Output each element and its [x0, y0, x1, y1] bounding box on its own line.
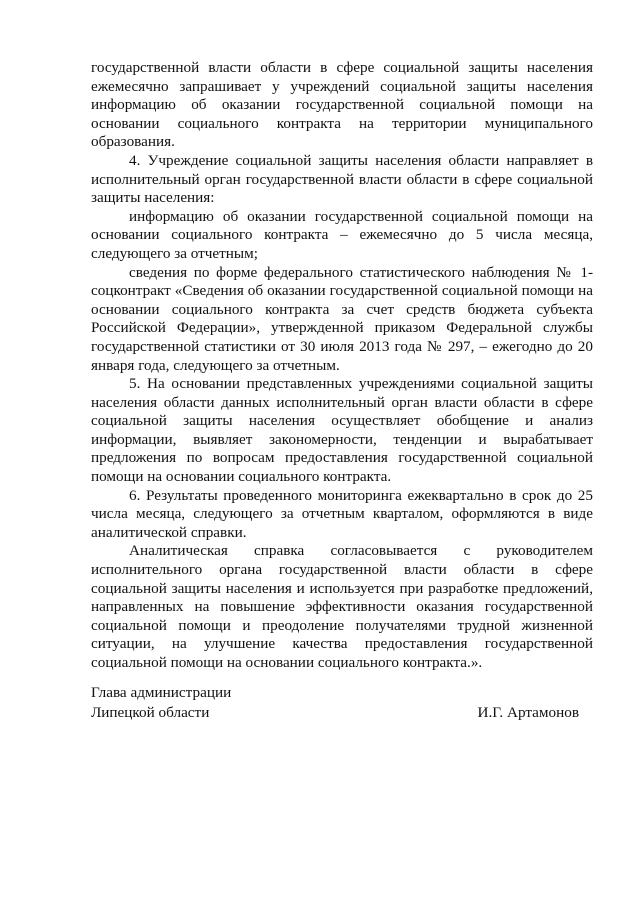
paragraph-monthly-info: информацию об оказании государственной социальной помощи на основании социального контракта – ежемесячно до 5 числа месяца, следующего за отчетным; [91, 207, 593, 262]
paragraph-item-6: 6. Результаты проведенного мониторинга ежеквартально в срок до 25 числа месяца, следующего за отчетным кварталом, оформляются в виде аналитической справки. [91, 486, 593, 541]
paragraph-item-5: 5. На основании представленных учреждениями социальной защиты населения области данных исполнительный орган власти области в сфере социальной защиты населения осуществляет обобщение и анализ информации, выявляет закономерности, тенденции и вырабатывает предложения по вопросам предоставления государственной социальной помощи на основании социального контракта. [91, 375, 593, 486]
signatory-name: И.Г. Артамонов [477, 704, 579, 721]
signature-title-line2: Липецкой области [91, 704, 210, 721]
document-body [91, 59, 593, 673]
signature-block [91, 683, 593, 723]
paragraph-item-4: 4. Учреждение социальной защиты населения области направляет в исполнительный орган государственной власти области в сфере социальной защиты населения: [91, 151, 593, 207]
signature-title-line1: Глава администрации [91, 684, 232, 701]
paragraph-continuation: государственной власти области в сфере социальной защиты населения ежемесячно запрашивает у учреждений социальной защиты населения информацию об оказании государственной социальной помощи на основании социального контракта на территории муниципального образования. [91, 59, 593, 151]
paragraph-analytical-report: Аналитическая справка согласовывается с руководителем исполнительного органа государственной власти области в сфере социальной защиты населения и используется при разработке предложений, направленных на повышение эффективности оказания государственной социальной помощи и преодоление получателями трудной жизненной ситуации, на улучшение качества предоставления государственной социальной помощи на основании социального контракта.». [91, 542, 593, 671]
paragraph-statistics-form: сведения по форме федерального статистического наблюдения № 1-соцконтракт «Сведения об оказании государственной социальной помощи на основании социального контракта за счет средств бюджета субъекта Российской Федерации», утвержденной приказом Федеральной службы государственной статистики от 30 июля 2013 года № 297, – ежегодно до 20 января года, следующего за отчетным. [91, 263, 593, 374]
signature-row [91, 703, 593, 723]
